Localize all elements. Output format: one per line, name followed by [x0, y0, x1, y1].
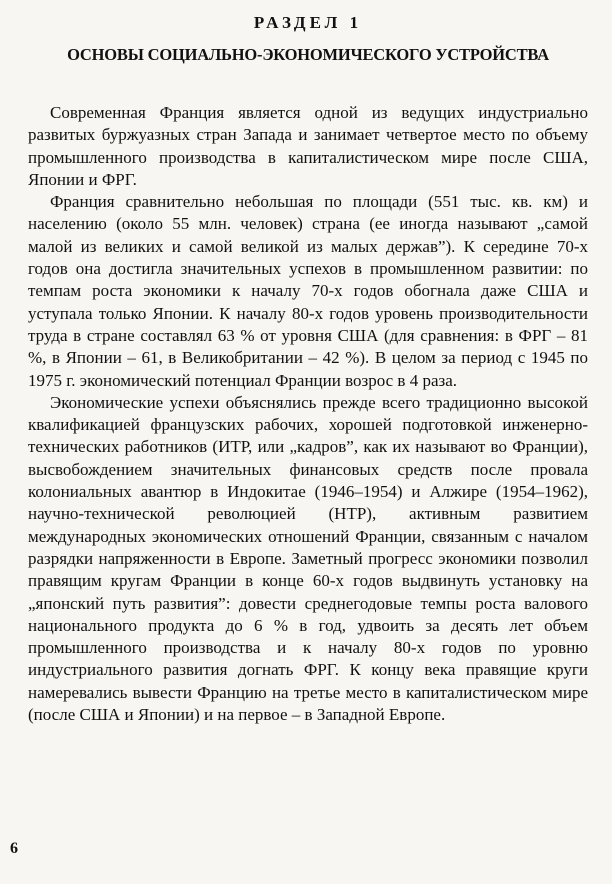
- body-text: [28, 102, 588, 726]
- section-label: РАЗДЕЛ 1: [253, 13, 363, 32]
- paragraph-2: Франция сравнительно небольшая по площади (551 тыс. кв. км) и населению (около 55 млн. человек) страна (ее иногда называют „самой малой из великих и самой великой из малых держав”). К середине 70-х годов она достигла значительных успехов в промышленном развитии: по темпам роста экономики к началу 70-х годов обогнала даже США и уступала только Японии. К началу 80-х годов уровень производительности труда в стране составлял 63 % от уровня США (для сравнения: в ФРГ – 81 %, в Японии – 61, в Великобритании – 42 %). В целом за период с 1945 по 1975 г. экономический потенциал Франции возрос в 4 раза.: [28, 192, 588, 390]
- paragraph-3: Экономические успехи объяснялись прежде всего традиционно высокой квалификацией французских рабочих, хорошей подготовкой инженерно-технических работников (ИТР, или „кадров”, как их называют во Франции), высвобождением значительных финансовых средств после провала колониальных авантюр в Индокитае (1946–1954) и Алжире (1954–1962), научно-технической революцией (НТР), активным развитием международных экономических отношений Франции, связанным с началом разрядки напряженности в Европе. Заметный прогресс экономики позволил правящим кругам Франции в конце 60-х годов выдвинуть установку на „японский путь развития”: довести среднегодовые темпы роста валового национального продукта до 6 % в год, удвоить за десять лет объем промышленного производства и к началу 80-х годов по уровню индустриального развития догнать ФРГ. К концу века правящие круги намеревались вывести Францию на третье место в капиталистическом мире (после США и Японии) и на первое – в Западной Европе.: [28, 392, 588, 725]
- section-title: ОСНОВЫ СОЦИАЛЬНО-ЭКОНОМИЧЕСКОГО УСТРОЙСТВА: [67, 45, 549, 64]
- page-number: 6: [10, 840, 18, 857]
- page: [28, 12, 588, 726]
- paragraph-1: Современная Франция является одной из ведущих индустриально развитых буржуазных стран Запада и занимает четвертое место по объему промышленного производства в капиталистическом мире после США, Японии и ФРГ.: [28, 103, 588, 189]
